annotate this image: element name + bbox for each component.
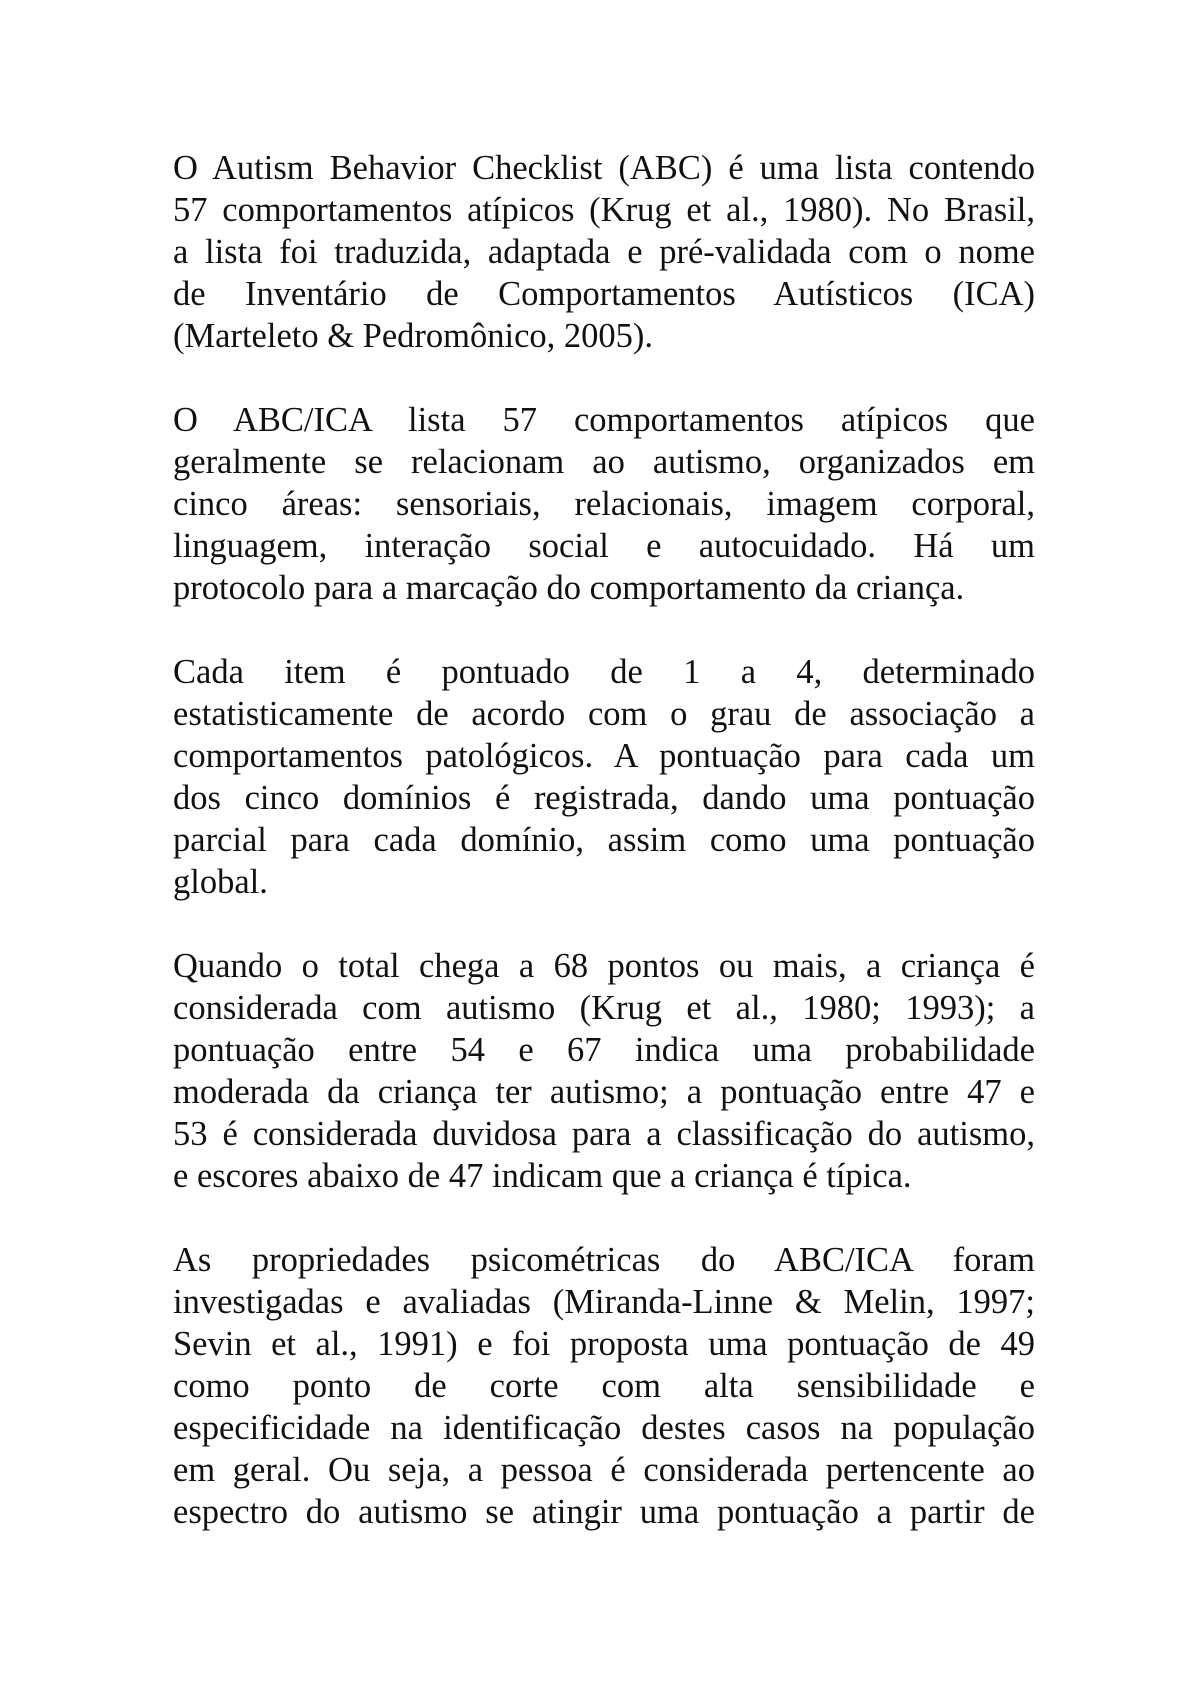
paragraph-thresholds — [173, 945, 1035, 1197]
text-line: especificidade na identificação destes casos na população — [173, 1409, 1035, 1447]
text-line: como ponto de corte com alta sensibilidade e — [173, 1367, 1035, 1405]
text-line: moderada da criança ter autismo; a pontuação entre 47 e — [173, 1073, 1035, 1111]
text-line: e escores abaixo de 47 indicam que a criança é típica. — [173, 1157, 912, 1195]
text-line: Sevin et al., 1991) e foi proposta uma pontuação de 49 — [173, 1325, 1035, 1363]
text-line: espectro do autismo se atingir uma pontuação a partir de — [173, 1493, 1035, 1531]
text-line: estatisticamente de acordo com o grau de associação a — [173, 695, 1035, 733]
paragraph-abc-ica-areas — [173, 399, 1035, 609]
text-line: (Marteleto & Pedromônico, 2005). — [173, 317, 654, 355]
text-line: investigadas e avaliadas (Miranda-Linne & Melin, 1997; — [173, 1283, 1035, 1321]
text-line: Quando o total chega a 68 pontos ou mais, a criança é — [173, 947, 1035, 985]
text-line: protocolo para a marcação do comportamento da criança. — [173, 569, 965, 607]
text-line: parcial para cada domínio, assim como uma pontuação — [173, 821, 1035, 859]
text-line: O Autism Behavior Checklist (ABC) é uma lista contendo — [173, 149, 1035, 187]
paragraph-scoring — [173, 651, 1035, 903]
text-line: linguagem, interação social e autocuidado. Há um — [173, 527, 1035, 565]
text-line: geralmente se relacionam ao autismo, organizados em — [173, 443, 1035, 481]
text-line: em geral. Ou seja, a pessoa é considerada pertencente ao — [173, 1451, 1035, 1489]
text-line: de Inventário de Comportamentos Autísticos (ICA) — [173, 275, 1035, 313]
text-line: Cada item é pontuado de 1 a 4, determinado — [173, 653, 1035, 691]
text-line: 57 comportamentos atípicos (Krug et al., 1980). No Brasil, — [173, 191, 1035, 229]
text-line: a lista foi traduzida, adaptada e pré-validada com o nome — [173, 233, 1035, 271]
text-line: O ABC/ICA lista 57 comportamentos atípicos que — [173, 401, 1035, 439]
text-line: comportamentos patológicos. A pontuação para cada um — [173, 737, 1035, 775]
text-line: global. — [173, 863, 268, 901]
text-line: As propriedades psicométricas do ABC/ICA foram — [173, 1241, 1035, 1279]
paragraph-psychometrics — [173, 1239, 1035, 1533]
text-line: 53 é considerada duvidosa para a classificação do autismo, — [173, 1115, 1035, 1153]
document-body — [173, 147, 1035, 1533]
text-line: considerada com autismo (Krug et al., 1980; 1993); a — [173, 989, 1035, 1027]
text-line: cinco áreas: sensoriais, relacionais, imagem corporal, — [173, 485, 1035, 523]
text-line: dos cinco domínios é registrada, dando uma pontuação — [173, 779, 1035, 817]
paragraph-abc-intro — [173, 147, 1035, 357]
text-line: pontuação entre 54 e 67 indica uma probabilidade — [173, 1031, 1035, 1069]
